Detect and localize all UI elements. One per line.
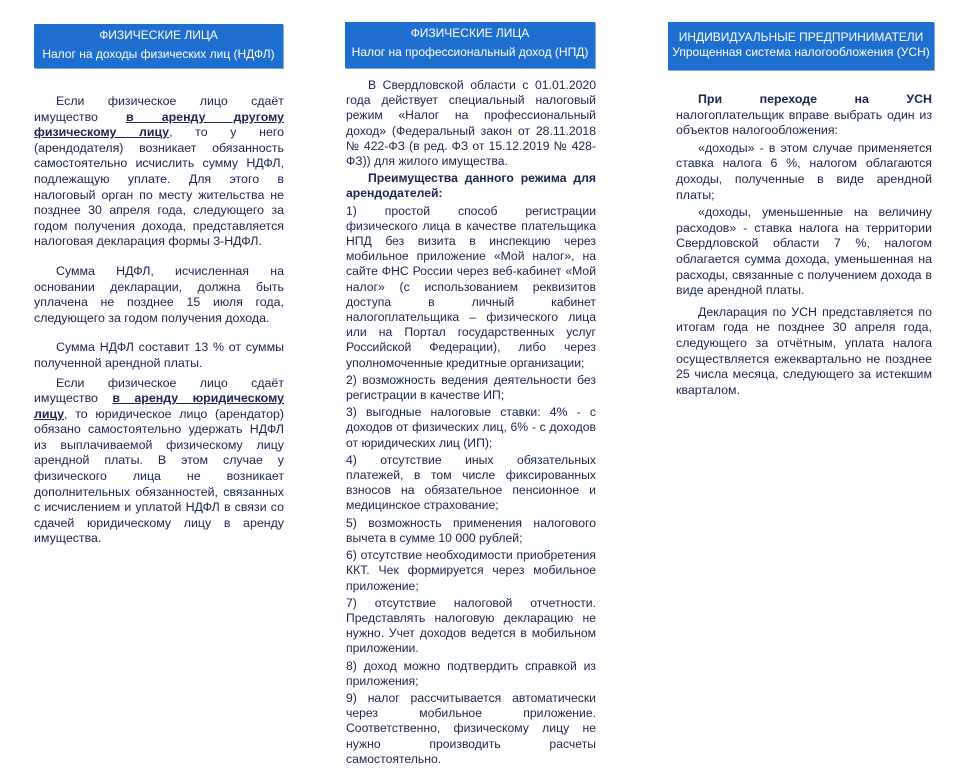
npd-advantages-title: Преимущества данного режима для арендодателей: <box>346 171 596 201</box>
ndfl-paragraph-2: Сумма НДФЛ, исчисленная на основании декларации, должна быть уплачена не позднее 15 июля года, следующего за годом получения дохода. <box>34 263 284 325</box>
ndfl-paragraph-3: Сумма НДФЛ составит 13 % от суммы полученной арендной платы. <box>34 340 284 370</box>
usn-paragraph-4: Декларация по УСН представляется по итогам года не позднее 30 апреля года, следующего за отчётным, уплата налога осуществляется ежеквартально не позднее 25 числа месяца, следующего за истекшим кварталом. <box>676 304 932 397</box>
npd-header <box>345 22 595 68</box>
ndfl-paragraph-1: Если физическое лицо сдаёт имущество в аренду другому физическому лицу, то у него (арендодателя) возникает обязанность самостоятельно исчислить сумму НДФЛ, подлежащую уплате. Для этого в налоговый орган по месту жительства не позднее 30 апреля года, следующего за годом получения дохода, представляется налоговая декларация формы 3-НДФЛ. <box>34 94 285 249</box>
ndfl-text <box>34 94 284 549</box>
usn-header-title: ИНДИВИДУАЛЬНЫЕ ПРЕДПРИНИМАТЕЛИ <box>678 30 924 44</box>
npd-item: 3) выгодные налоговые ставки: 4% - с доходов от физических лиц, 6% - с доходов от юридических лиц (ИП); <box>346 405 596 450</box>
ndfl-link-individual: в аренду другому физическому лицу <box>34 109 284 140</box>
npd-header-title: ФИЗИЧЕСКИЕ ЛИЦА <box>410 26 530 40</box>
npd-intro: В Свердловской области с 01.01.2020 года действует специальный налоговый режим «Налог на профессиональный доход» (Федеральный закон от 28.11.2018 № 422-ФЗ (в ред. ФЗ от 15.12.2019 № 428-ФЗ)) для жилого имущества. <box>346 78 596 169</box>
usn-header-subtitle: Упрощенная система налогообложения (УСН) <box>672 45 930 59</box>
usn-text <box>676 92 932 400</box>
usn-paragraph-1: При переходе на УСН налогоплательщик вправе выбрать один из объектов налогообложения: <box>676 92 932 138</box>
npd-item: 2) возможность ведения деятельности без регистрации в качестве ИП; <box>346 372 596 403</box>
usn-header <box>668 22 934 70</box>
npd-item: 4) отсутствие иных обязательных платежей, в том числе фиксированных взносов на обязательное пенсионное и медицинское страхование; <box>346 452 596 513</box>
usn-paragraph-3: «доходы, уменьшенные на величину расходов» - ставка налога на территории Свердловской области 7 %, налогом облагается сумма дохода, уменьшенная на расходы, связанные с получением дохода в виде арендной платы. <box>676 205 932 298</box>
npd-header-subtitle: Налог на профессиональный доход (НПД) <box>351 45 589 59</box>
ndfl-header-subtitle: Налог на доходы физических лиц (НДФЛ) <box>42 47 275 61</box>
usn-paragraph-2: «доходы» - в этом случае применяется ставка налога 6 %, налогом облагаются доходы, полученные в виде арендной платы; <box>676 140 932 202</box>
npd-item: 6) отсутствие необходимости приобретения ККТ. Чек формируется через мобильное приложение; <box>346 548 596 593</box>
ndfl-link-legal: в аренду юридическому лицу <box>34 391 284 421</box>
ndfl-paragraph-4: Если физическое лицо сдаёт имущество в аренду юридическому лицу, то юридическое лицо (арендатор) обязано самостоятельно удержать НДФЛ из выплачиваемой физическому лицу арендной платы. В этом случае у физического лица не возникает дополнительных обязанностей, связанных с исчислением и уплатой НДФЛ в связи со сдачей юридическому лицу в аренду имущества. <box>34 375 284 546</box>
npd-item: 1) простой способ регистрации физического лица в качестве плательщика НПД без визита в инспекцию через мобильное приложение «Мой налог», на сайте ФНС России через веб-кабинет «Мой налог» (с использованием реквизитов доступа в личный кабинет налогоплательщика – физического лица или на Портал государственных услуг Российской Федерации), либо через уполномоченные кредитные организации; <box>346 203 596 370</box>
npd-item: 5) возможность применения налогового вычета в сумме 10 000 рублей; <box>346 515 596 545</box>
npd-item: 9) налог рассчитывается автоматически через мобильное приложение. Соответственно, физическому лицу не нужно производить расчеты самостоятельно. <box>346 690 596 766</box>
npd-item: 8) доход можно подтвердить справкой из приложения; <box>346 658 596 688</box>
npd-text <box>346 78 596 769</box>
ndfl-header <box>34 24 283 68</box>
npd-item: 7) отсутствие налоговой отчетности. Представлять налоговую декларацию не нужно. Учет доходов ведется в мобильном приложении. <box>346 595 596 656</box>
ndfl-header-title: ФИЗИЧЕСКИЕ ЛИЦА <box>99 28 218 42</box>
